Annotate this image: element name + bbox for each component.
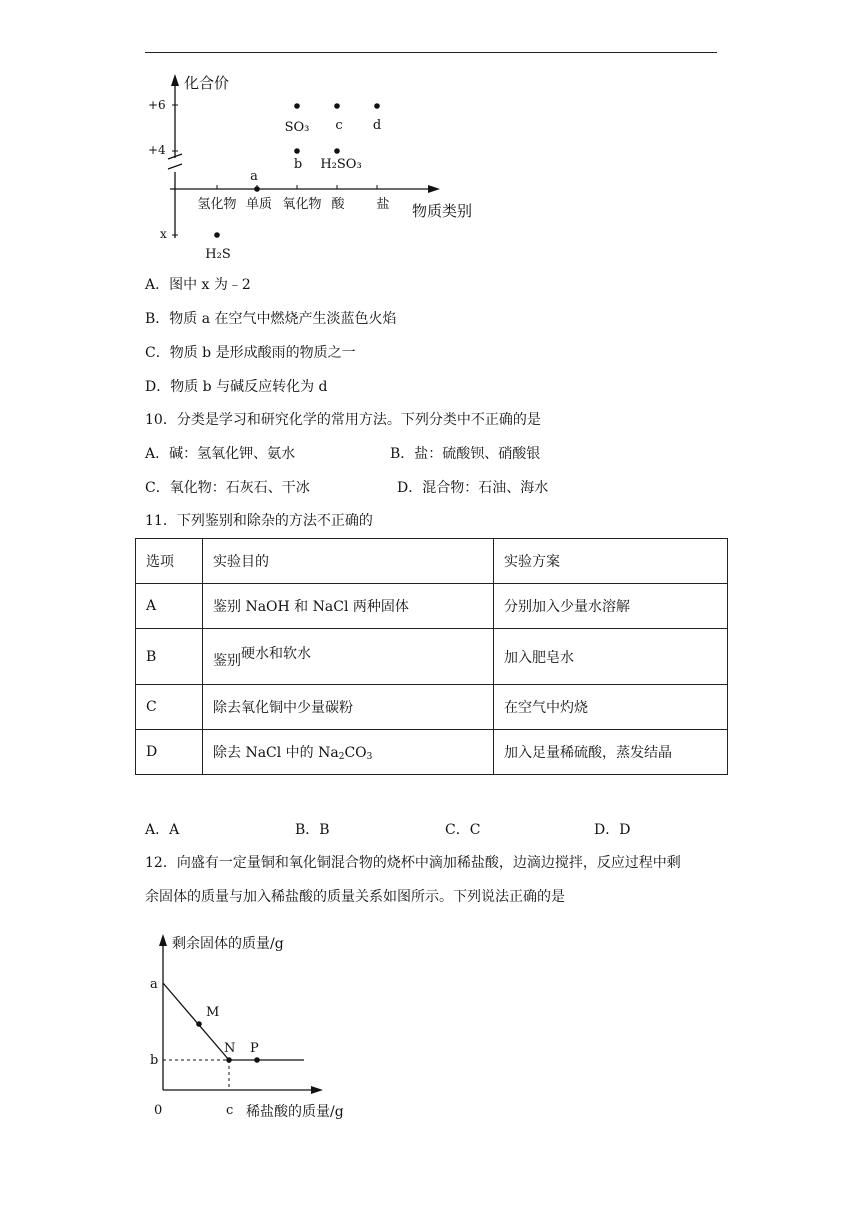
header-option: 选项 xyxy=(136,539,203,584)
label-m: M xyxy=(206,1005,220,1020)
row-b-option: B xyxy=(136,629,203,685)
category-element: 单质 xyxy=(245,197,273,212)
point-so3 xyxy=(294,103,300,109)
q12-line1: 12．向盛有一定量铜和氧化铜混合物的烧杯中滴加稀盐酸，边滴边搅拌，反应过程中剩 xyxy=(145,855,681,871)
label-b: b xyxy=(293,157,303,172)
category-oxide: 氧化物 xyxy=(282,197,322,212)
ytick-b: b xyxy=(150,1053,159,1068)
q11-table xyxy=(135,538,728,775)
label-h2so3: H₂SO₃ xyxy=(320,157,362,172)
row-d-purpose-prefix: 除去 NaCl 中的 Na xyxy=(213,745,339,761)
row-c-plan: 在空气中灼烧 xyxy=(494,685,728,730)
row-c-option: C xyxy=(136,685,203,730)
row-d-plan: 加入足量稀硫酸，蒸发结晶 xyxy=(494,730,728,775)
xtick-c: c xyxy=(226,1103,234,1118)
q10-option-d: D．混合物：石油、海水 xyxy=(397,480,549,496)
x-axis-arrow xyxy=(428,185,440,193)
table-row xyxy=(136,685,728,730)
ytick-plus6: +6 xyxy=(148,98,166,112)
label-c: c xyxy=(335,118,343,133)
table-row xyxy=(136,730,728,775)
q11-answer-d: D．D xyxy=(594,822,631,838)
x-axis-label: 稀盐酸的质量/g xyxy=(246,1104,344,1120)
table-header-row xyxy=(136,539,728,584)
label-p: P xyxy=(250,1041,259,1056)
point-d xyxy=(374,103,380,109)
row-d-purpose xyxy=(203,730,494,775)
label-h2s: H₂S xyxy=(205,247,231,262)
y-axis-arrow xyxy=(159,934,167,946)
point-n xyxy=(226,1057,232,1063)
row-d-purpose-suffix: CO xyxy=(344,745,367,761)
row-b-plan: 加入肥皂水 xyxy=(494,629,728,685)
decreasing-segment xyxy=(163,983,229,1060)
row-d-sub-2: 2 xyxy=(338,752,345,762)
q11-stem: 11．下列鉴别和除杂的方法不正确的 xyxy=(145,513,373,529)
label-a: a xyxy=(250,169,258,184)
q11-answer-c: C．C xyxy=(445,822,481,838)
q11-answer-a: A．A xyxy=(145,822,180,838)
row-d-sub-3: 3 xyxy=(366,752,373,762)
y-axis-arrow xyxy=(171,74,179,86)
row-c-purpose: 除去氧化铜中少量碳粉 xyxy=(203,685,494,730)
x-axis-label: 物质类别 xyxy=(412,202,473,220)
q10-option-b: B．盐：硫酸钡、硝酸银 xyxy=(390,446,541,462)
category-acid: 酸 xyxy=(331,197,345,212)
point-m xyxy=(196,1021,202,1027)
y-axis-label: 剩余固体的质量/g xyxy=(172,936,284,952)
q9-option-b: B．物质 a 在空气中燃烧产生淡蓝色火焰 xyxy=(145,311,397,327)
q11-answer-b: B．B xyxy=(295,822,330,838)
valence-chart xyxy=(148,68,473,268)
point-c xyxy=(334,103,340,109)
label-d: d xyxy=(372,118,382,133)
table-row xyxy=(136,629,728,685)
ytick-x: x xyxy=(160,227,167,241)
category-hydride: 氢化物 xyxy=(197,197,237,212)
header-plan: 实验方案 xyxy=(494,539,728,584)
row-a-purpose: 鉴别 NaOH 和 NaCl 两种固体 xyxy=(203,584,494,629)
q9-option-c: C．物质 b 是形成酸雨的物质之一 xyxy=(145,345,356,361)
category-salt: 盐 xyxy=(376,197,390,212)
row-b-purpose-prefix: 鉴别 xyxy=(213,653,241,669)
mass-chart xyxy=(140,928,380,1128)
point-h2so3 xyxy=(334,148,340,154)
point-b xyxy=(294,148,300,154)
q10-stem: 10．分类是学习和研究化学的常用方法。下列分类中不正确的是 xyxy=(145,412,541,428)
q9-option-d: D．物质 b 与碱反应转化为 d xyxy=(145,379,328,395)
point-a xyxy=(254,186,260,192)
label-so3: SO₃ xyxy=(284,120,310,135)
table-row xyxy=(136,584,728,629)
row-d-option: D xyxy=(136,730,203,775)
label-n: N xyxy=(224,1041,236,1056)
q10-option-a: A．碱：氢氧化钾、氨水 xyxy=(145,446,296,462)
ytick-plus4: +4 xyxy=(148,143,166,157)
q9-option-a: A．图中 x 为﹣2 xyxy=(145,277,251,293)
row-a-option: A xyxy=(136,584,203,629)
header-purpose: 实验目的 xyxy=(203,539,494,584)
x-axis-arrow xyxy=(311,1086,323,1094)
point-p xyxy=(254,1057,260,1063)
q12-line2: 余固体的质量与加入稀盐酸的质量关系如图所示。下列说法正确的是 xyxy=(145,889,565,905)
ytick-a: a xyxy=(150,977,158,992)
y-axis-label: 化合价 xyxy=(184,74,230,92)
header-rule xyxy=(145,52,717,53)
row-b-purpose xyxy=(203,629,494,685)
row-b-purpose-text: 硬水和软水 xyxy=(241,646,311,662)
point-h2s xyxy=(214,232,220,238)
origin-label: 0 xyxy=(154,1103,163,1118)
q10-option-c: C．氧化物：石灰石、干冰 xyxy=(145,480,310,496)
row-a-plan: 分别加入少量水溶解 xyxy=(494,584,728,629)
